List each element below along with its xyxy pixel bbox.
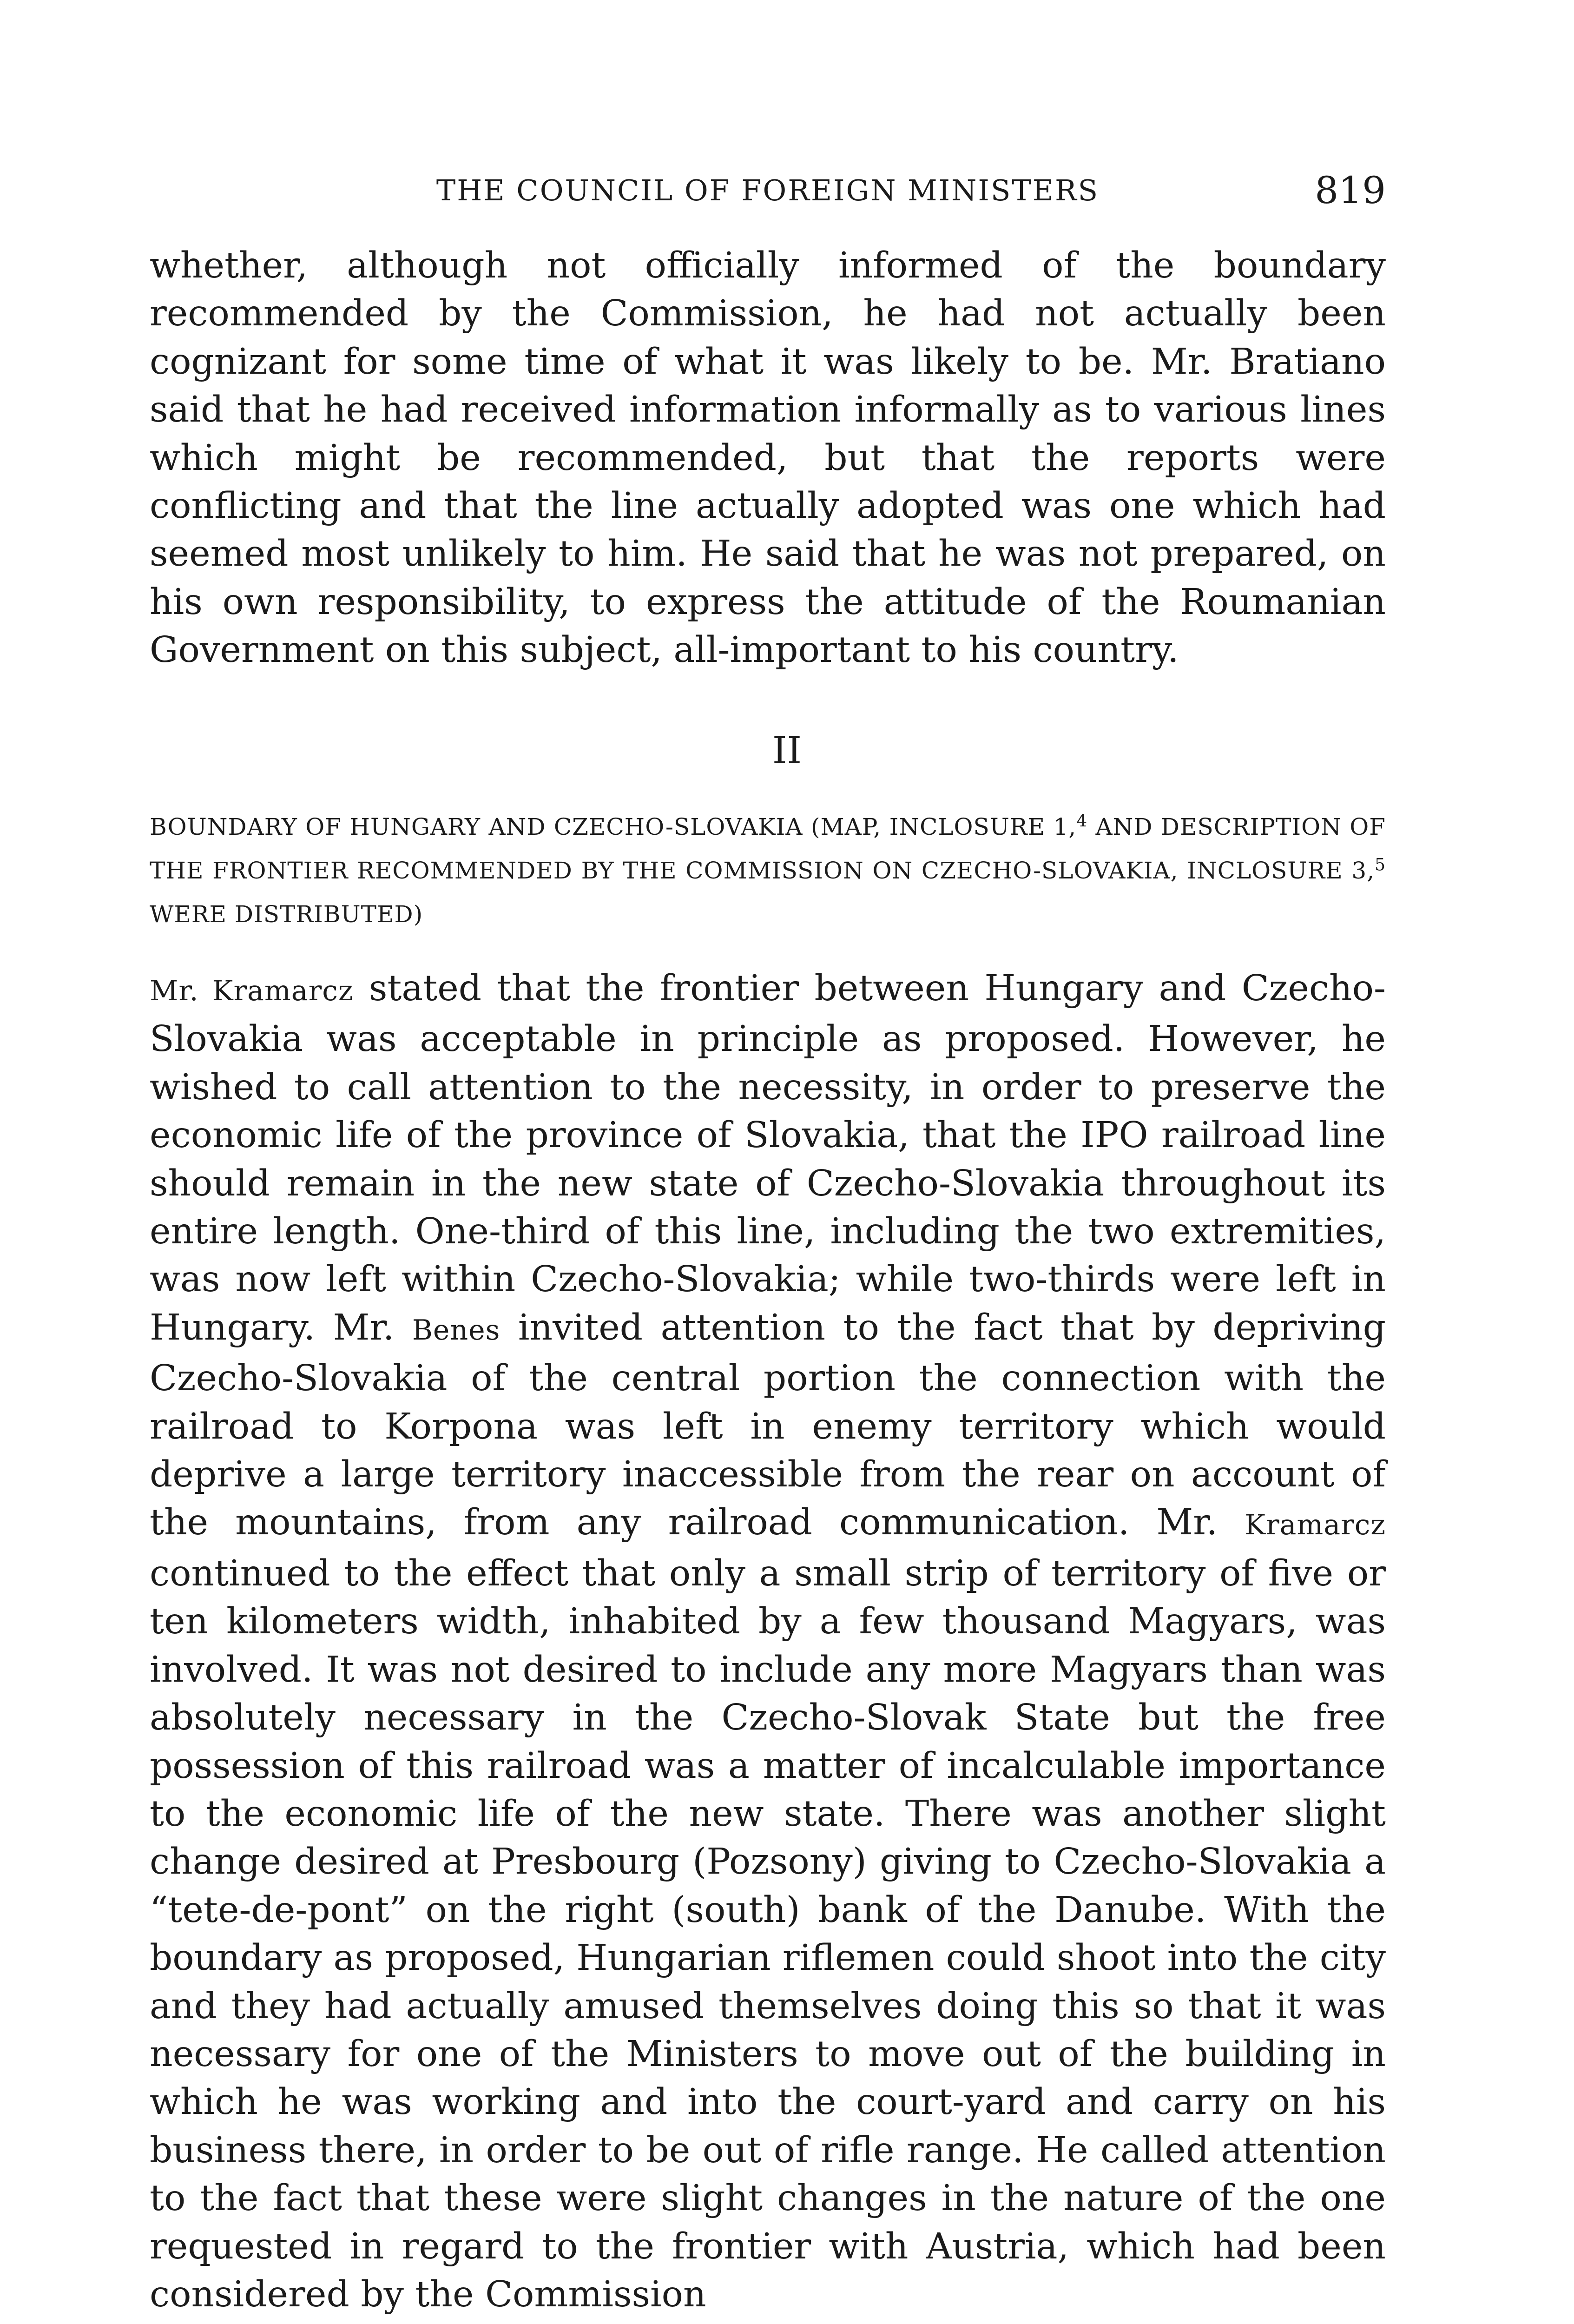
section-heading xyxy=(150,805,1386,936)
speaker-name: Benes xyxy=(412,1314,501,1347)
page-number: 819 xyxy=(1315,169,1386,212)
paragraph-2-text-1: stated that the frontier between Hungary and Czecho-Slovakia was acceptable in principle as proposed. However, he wished to call attention to the necessity, in order to preserve the economic life of the province of Slovakia, that the IPO railroad line should remain in the new state of Czecho-Slovakia throughout its entire length. One-third of this line, including the two extremities, was now left within Czecho-Slovakia; while two-thirds were left in Hungary. Mr. xyxy=(150,968,1386,1348)
section-heading-part-1: BOUNDARY OF HUNGARY AND CZECHO-SLOVAKIA (MAP, INCLOSURE 1, xyxy=(150,813,1077,840)
paragraph-1: whether, although not officially informed of the boundary recommended by the Commission, he had not actually been cognizant for some time of what it was likely to be. Mr. Bratiano said that he had received information informally as to various lines which might be recommended, but that the reports were conflicting and that the line actually adopted was one which had seemed most unlikely to him. He said that he was not prepared, on his own responsibility, to express the attitude of the Roumanian Government on this subject, all-important to his country. xyxy=(150,245,1386,671)
speaker-name: Mr. Kramarcz xyxy=(150,975,354,1007)
footnote-reference-4[interactable]: 4 xyxy=(1076,812,1088,831)
paragraph-2-text-3: continued to the effect that only a small strip of territory of five or ten kilometers width, inhabited by a few thousand Magyars, was involved. It was not desired to include any more Magyars than was absolutely necessary in the Czecho-Slovak State but the free possession of this railroad was a matter of incalculable importance to the economic life of the new state. There was another slight change desired at Presbourg (Pozsony) giving to Czecho-Slovakia a “tete-de-pont” on the right (south) bank of the Danube. With the boundary as proposed, Hungarian riflemen could shoot into the city and they had actually amused themselves doing this so that it was necessary for one of the Ministers to move out of the building in which he was working and into the court-yard and carry on his business there, in order to be out of rifle range. He called attention to the fact that these were slight changes in the nature of the one requested in regard to the frontier with Austria, which had been considered by the Commission xyxy=(150,1552,1386,2315)
paragraph-2 xyxy=(150,964,1386,2318)
paragraph-2-text-2: invited attention to the fact that by depriving Czecho-Slovakia of the central portion the connection with the railroad to Korpona was left in enemy territory which would deprive a large territory inaccessible from the rear on account of the mountains, from any railroad communication. Mr. xyxy=(150,1307,1386,1544)
footnote-reference-5[interactable]: 5 xyxy=(1375,855,1386,875)
running-title: THE COUNCIL OF FOREIGN MINISTERS xyxy=(436,173,1100,207)
section-heading-part-3: WERE DISTRIBUTED) xyxy=(150,901,423,928)
section-number: II xyxy=(772,729,802,772)
running-head xyxy=(150,165,1386,216)
speaker-name: Kramarcz xyxy=(1245,1509,1386,1542)
section-heading-part-2: AND DESCRIPTION OF THE FRONTIER RECOMMENDED BY THE COMMISSION ON CZECHO-SLOVAKIA, INCLOSURE 3, xyxy=(150,813,1386,884)
